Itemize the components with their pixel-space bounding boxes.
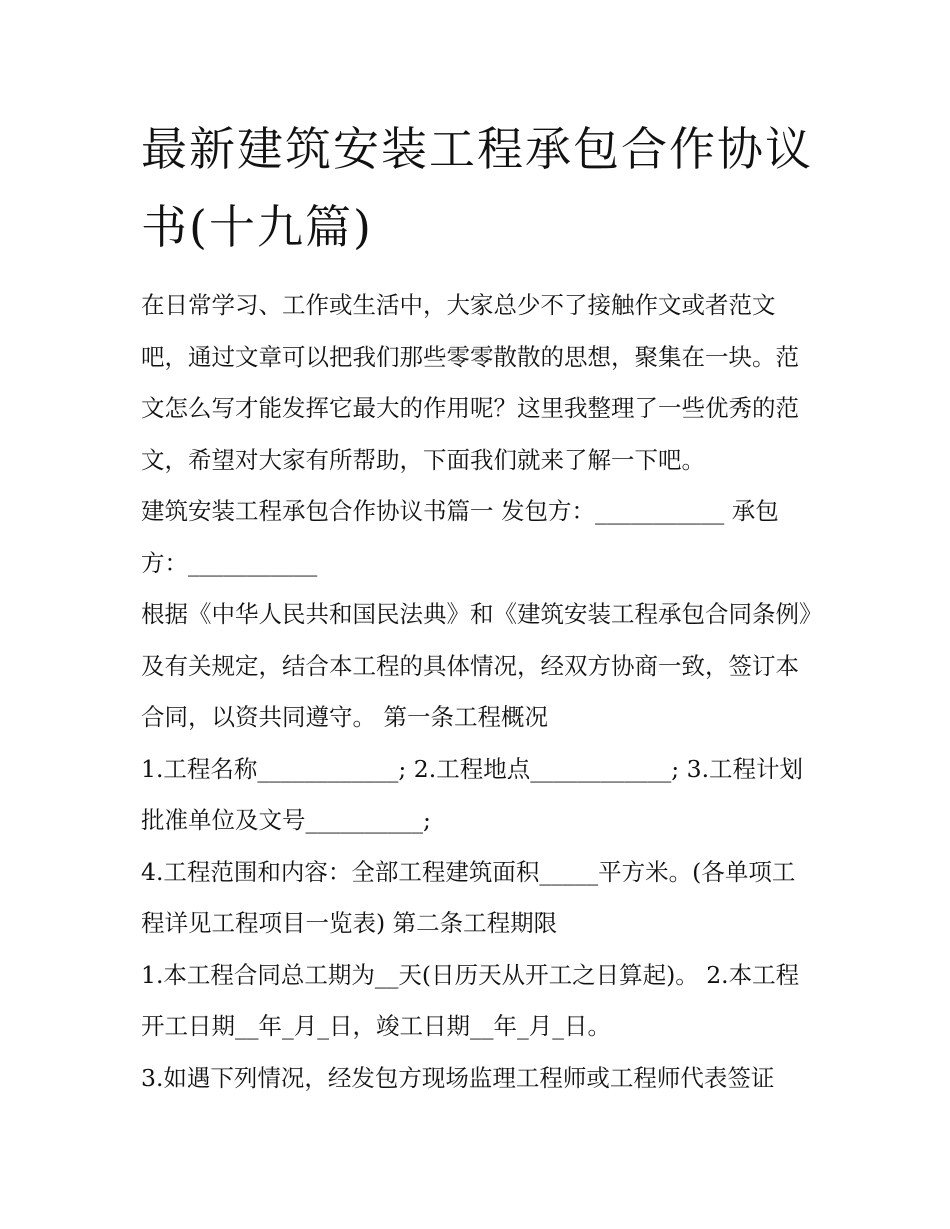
project-scope-paragraph: 4.工程范围和内容：全部工程建筑面积_____平方米。(各单项工程详见工程项目一览表) 第二条工程期限: [141, 857, 796, 937]
intro-paragraph: 在日常学习、工作或生活中，大家总少不了接触作文或者范文吧，通过文章可以把我们那些零零散散的思想，聚集在一块。范文怎么写才能发挥它最大的作用呢？这里我整理了一些优秀的范文，希望对大家有所帮助，下面我们就来了解一下吧。: [141, 291, 799, 474]
project-info-paragraph: 1.工程名称____________; 2.工程地点____________; 3.工程计划批准单位及文号__________;: [141, 754, 804, 834]
document-title: 最新建筑安装工程承包合作协议书(十九篇): [141, 122, 813, 254]
parties-paragraph: 建筑安装工程承包合作协议书篇一 发包方：___________ 承包方：___________: [141, 497, 779, 577]
document-body: [141, 280, 813, 1104]
basis-paragraph: 根据《中华人民共和国民法典》和《建筑安装工程承包合同条例》及有关规定，结合本工程的具体情况，经双方协商一致，签订本合同，以资共同遵守。 第一条工程概况: [141, 600, 811, 731]
document-page: [141, 110, 813, 1104]
conditions-paragraph: 3.如遇下列情况，经发包方现场监理工程师或工程师代表签证: [141, 1063, 775, 1092]
duration-paragraph: 1.本工程合同总工期为__天(日历天从开工之日算起)。 2.本工程开工日期__年_月_日，竣工日期__年_月_日。: [141, 960, 800, 1040]
